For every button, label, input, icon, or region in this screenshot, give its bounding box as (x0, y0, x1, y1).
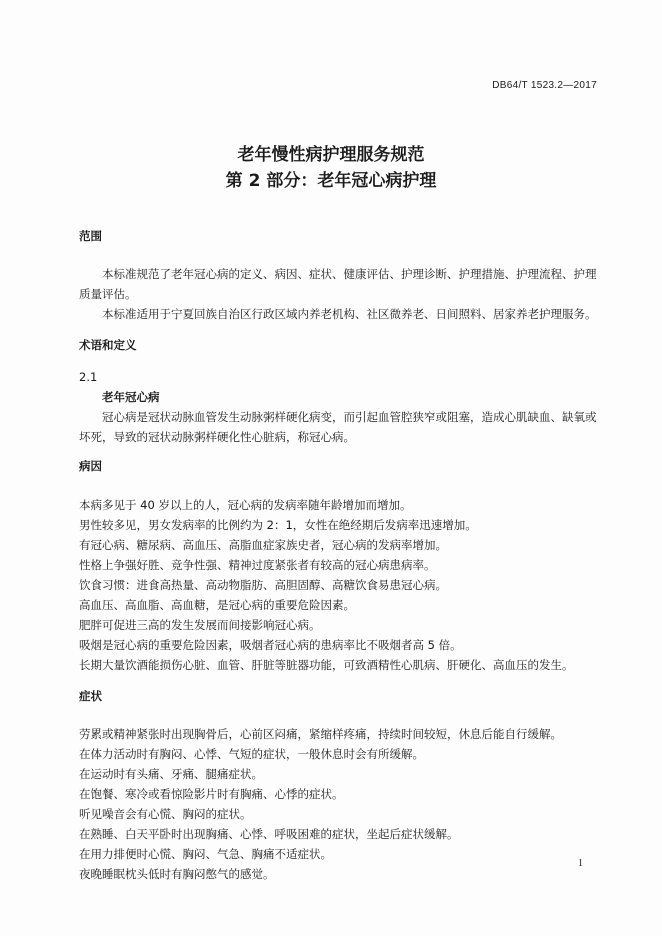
list-item: 性格上争强好胜、竞争性强、精神过度紧张者有较高的冠心病患病率。 (79, 558, 436, 572)
list-item: 男性较多见，男女发病率的比例约为 2：1，女性在绝经期后发病率迅速增加。 (79, 518, 477, 532)
term-number: 2.1 (79, 370, 98, 384)
list-item: 在饱餐、寒冷或看惊险影片时有胸痛、心悸的症状。 (79, 787, 344, 801)
list-item: 有冠心病、糖尿病、高血压、高脂血症家族史者，冠心病的发病率增加。 (79, 538, 447, 552)
list-item: 吸烟是冠心病的重要危险因素，吸烟者冠心病的患病率比不吸烟者高 5 倍。 (79, 638, 462, 652)
symptoms-list (79, 724, 601, 884)
list-item: 长期大量饮酒能损伤心脏、血管、肝脏等脏器功能，可致酒精性心肌病、肝硬化、高血压的发生。 (79, 658, 574, 672)
sub-title: 第 2 部分：老年冠心病护理 (225, 171, 437, 191)
document-code: DB64/T 1523.2—2017 (492, 80, 597, 91)
list-item: 在运动时有头痛、牙痛、腿痛症状。 (79, 767, 263, 781)
term-definition: 冠心病是冠状动脉血管发生动脉粥样硬化病变，而引起血管腔狭窄或阻塞，造成心肌缺血、缺氧或坏死，导致的冠状动脉粥样硬化性心脏病，称冠心病。 (79, 410, 597, 444)
list-item: 在体力活动时有胸闷、心悸、气短的症状，一般休息时会有所缓解。 (79, 747, 424, 761)
page-number: 1 (578, 858, 583, 869)
causes-list (79, 495, 601, 675)
list-item: 夜晚睡眠枕头低时有胸闷憋气的感觉。 (79, 867, 275, 881)
list-item: 高血压、高血脂、高血糖，是冠心病的重要危险因素。 (79, 598, 355, 612)
causes-heading: 病因 (79, 459, 102, 473)
list-item: 饮食习惯：进食高热量、高动物脂肪、高胆固醇、高糖饮食易患冠心病。 (79, 578, 447, 592)
list-item: 在用力排便时心慌、胸闷、气急、胸痛不适症状。 (79, 847, 332, 861)
document-body (79, 226, 601, 884)
scope-paragraph-1: 本标准规范了老年冠心病的定义、病因、症状、健康评估、护理诊断、护理措施、护理流程、护理质量评估。 (79, 267, 597, 301)
terms-heading: 术语和定义 (79, 338, 137, 352)
scope-paragraph-2: 本标准适用于宁夏回族自治区行政区域内养老机构、社区微养老、日间照料、居家养老护理服务。 (102, 307, 597, 321)
term-name: 老年冠心病 (102, 390, 160, 404)
list-item: 在熟睡、白天平卧时出现胸痛、心悸、呼吸困难的症状，坐起后症状缓解。 (79, 827, 459, 841)
list-item: 听见噪音会有心慌、胸闷的症状。 (79, 807, 252, 821)
title-block (0, 143, 662, 194)
list-item: 劳累或精神紧张时出现胸骨后，心前区闷痛，紧缩样疼痛，持续时间较短，休息后能自行缓解。 (79, 727, 562, 741)
symptoms-heading: 症状 (79, 689, 102, 703)
main-title: 老年慢性病护理服务规范 (237, 145, 425, 165)
list-item: 本病多见于 40 岁以上的人，冠心病的发病率随年龄增加而增加。 (79, 498, 412, 512)
list-item: 肥胖可促进三高的发生发展而间接影响冠心病。 (79, 618, 321, 632)
scope-heading: 范围 (79, 229, 102, 243)
